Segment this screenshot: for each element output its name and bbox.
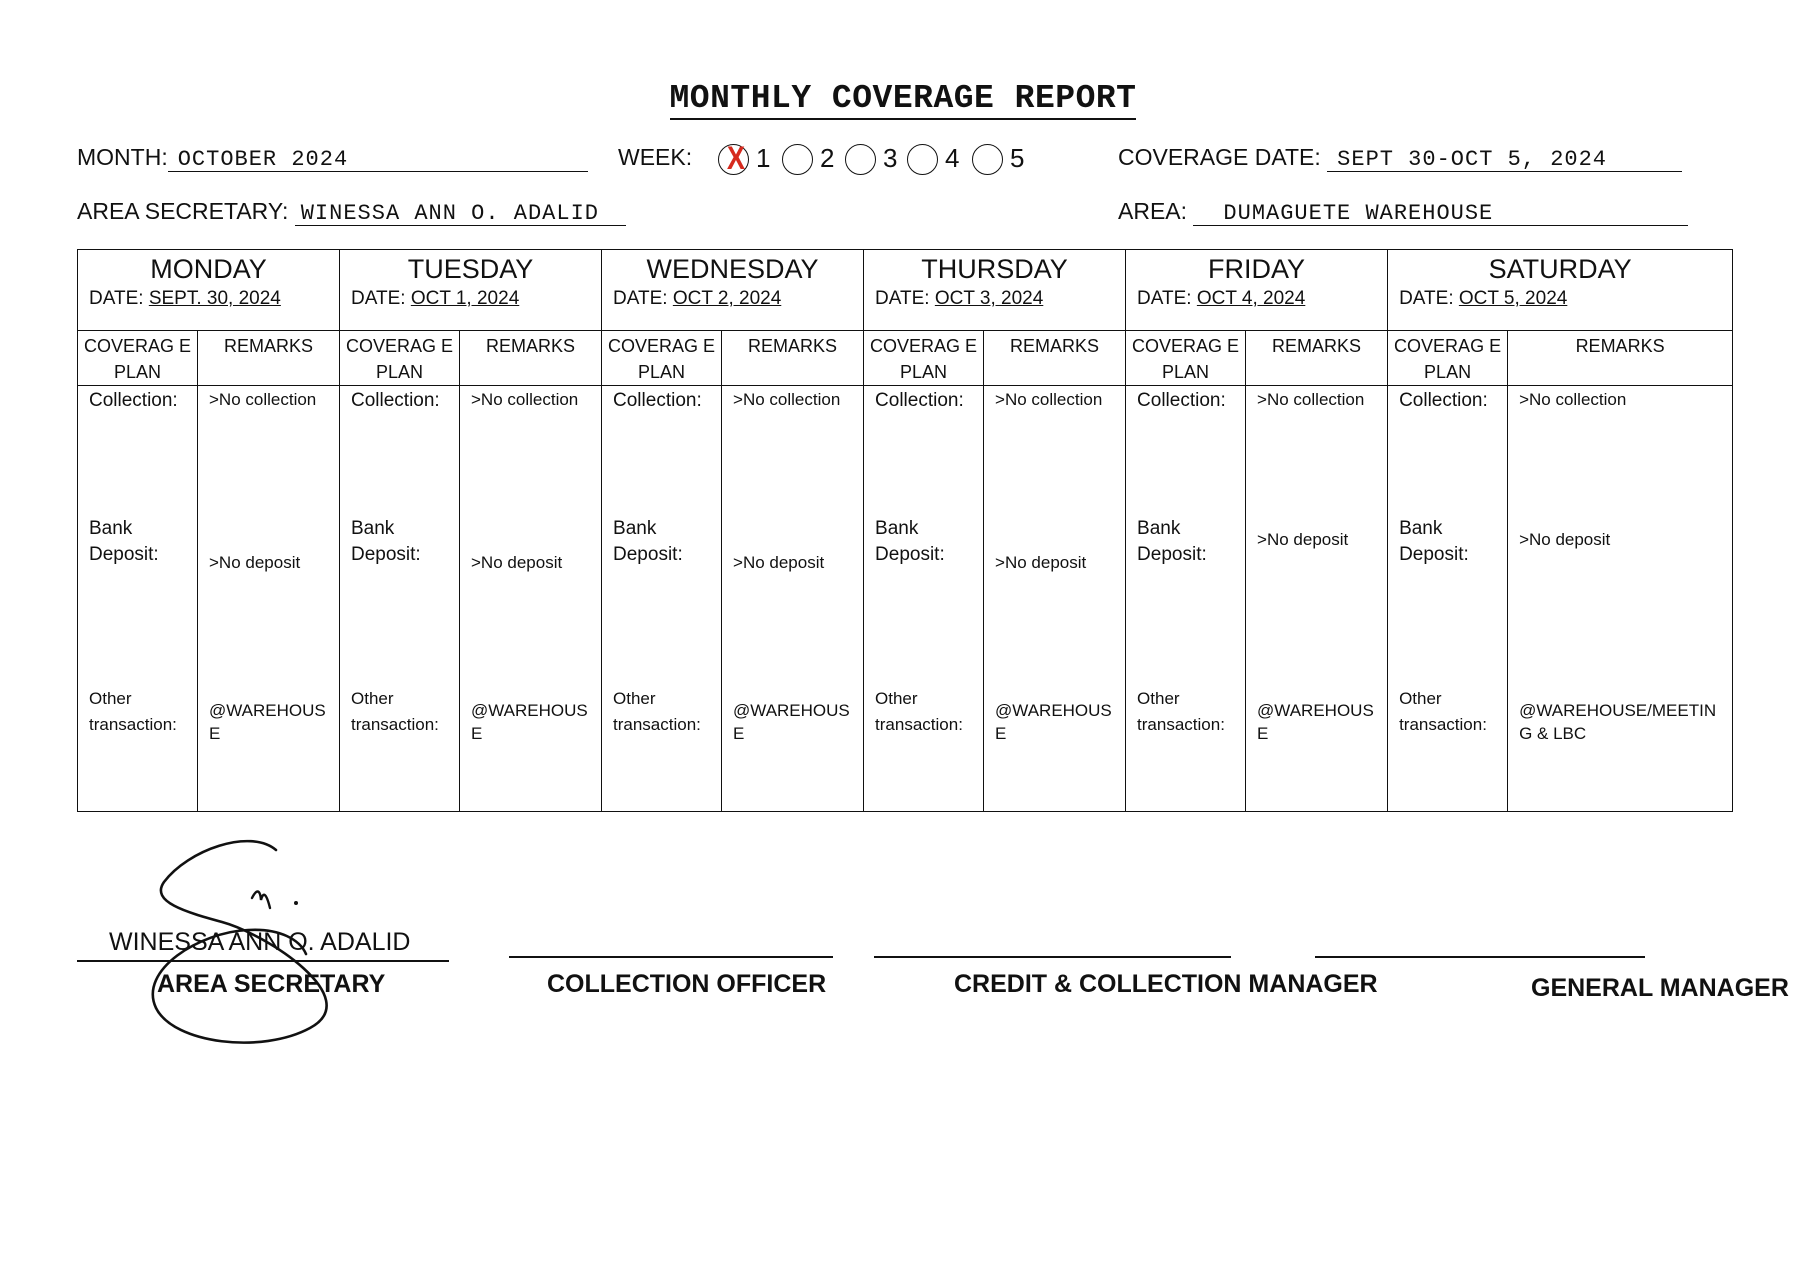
bank-deposit-label: Bank Deposit:	[1399, 518, 1469, 565]
day-date-value: OCT 2, 2024	[672, 288, 782, 309]
report-title: MONTHLY COVERAGE REPORT	[0, 80, 1800, 117]
coverage-plan-label: COVERAG E PLAN	[1132, 336, 1240, 382]
day-date	[340, 288, 601, 310]
signature-line-collection-officer	[509, 956, 833, 958]
coverage-plan-header	[340, 331, 460, 386]
bank-deposit-label: Bank Deposit:	[1137, 518, 1207, 565]
collection-label: Collection:	[613, 390, 702, 411]
day-header-saturday	[1388, 250, 1733, 331]
area-secretary-label: AREA SECRETARY:	[77, 198, 289, 224]
month-label: MONTH:	[77, 144, 168, 170]
other-transaction-label: Other transaction:	[1399, 689, 1487, 734]
coverage-plan-cell-tuesday	[340, 386, 460, 812]
date-prefix: DATE:	[1137, 288, 1192, 309]
collection-remark: >No collection	[209, 390, 317, 409]
day-name: TUESDAY	[407, 254, 534, 284]
collection-label: Collection:	[351, 390, 440, 411]
day-date-value: OCT 1, 2024	[410, 288, 520, 309]
day-header-tuesday	[340, 250, 602, 331]
coverage-plan-header	[1388, 331, 1508, 386]
day-date	[602, 288, 863, 310]
remarks-header	[1508, 331, 1733, 386]
collection-label: Collection:	[1137, 390, 1226, 411]
coverage-plan-header	[78, 331, 198, 386]
signature-line-area-secretary	[77, 960, 449, 962]
day-date	[1388, 288, 1732, 310]
week-option-label: 2	[820, 143, 835, 173]
coverage-plan-label: COVERAG E PLAN	[608, 336, 716, 382]
role-collection-officer: COLLECTION OFFICER	[547, 970, 827, 998]
coverage-plan-header	[864, 331, 984, 386]
remarks-cell-friday	[1246, 386, 1388, 812]
day-name: FRIDAY	[1208, 254, 1306, 284]
day-date-value: OCT 4, 2024	[1196, 288, 1306, 309]
remarks-label: REMARKS	[748, 336, 838, 356]
day-name: THURSDAY	[921, 254, 1068, 284]
coverage-plan-label: COVERAG E PLAN	[345, 336, 454, 382]
week-option-label: 4	[945, 143, 960, 173]
area-secretary-name: WINESSA ANN O. ADALID	[109, 928, 411, 956]
remarks-cell-thursday	[984, 386, 1126, 812]
month-value: OCTOBER 2024	[168, 149, 588, 172]
remarks-label: REMARKS	[1272, 336, 1362, 356]
collection-remark: >No collection	[1257, 390, 1365, 409]
date-prefix: DATE:	[351, 288, 406, 309]
other-transaction-label: Other transaction:	[1137, 689, 1225, 734]
week-option-label: 3	[883, 143, 898, 173]
remarks-cell-monday	[198, 386, 340, 812]
deposit-remark: >No deposit	[471, 553, 563, 572]
month-field	[77, 144, 588, 172]
area-secretary-value: WINESSA ANN O. ADALID	[295, 203, 626, 226]
coverage-plan-cell-thursday	[864, 386, 984, 812]
day-date-value: OCT 3, 2024	[934, 288, 1044, 309]
other-remark: @WAREHOUS E	[1257, 701, 1374, 743]
coverage-plan-cell-saturday	[1388, 386, 1508, 812]
day-name: WEDNESDAY	[646, 254, 819, 284]
week-radio-4[interactable]	[907, 144, 938, 175]
day-date	[78, 288, 339, 310]
remarks-label: REMARKS	[1010, 336, 1100, 356]
coverage-plan-cell-monday	[78, 386, 198, 812]
day-date-value: SEPT. 30, 2024	[148, 288, 281, 309]
day-header-thursday	[864, 250, 1126, 331]
week-option-label: 1	[756, 143, 771, 173]
role-general-manager-wrap	[77, 970, 1789, 1006]
day-name: SATURDAY	[1488, 254, 1632, 284]
day-header-wednesday	[602, 250, 864, 331]
bank-deposit-label: Bank Deposit:	[351, 518, 421, 565]
coverage-date-label: COVERAGE DATE:	[1118, 144, 1321, 170]
role-general-manager: GENERAL MANAGER	[1531, 974, 1789, 1002]
remarks-label: REMARKS	[1575, 336, 1665, 356]
collection-remark: >No collection	[1519, 390, 1627, 409]
other-remark: @WAREHOUS E	[733, 701, 850, 743]
coverage-plan-label: COVERAG E PLAN	[870, 336, 978, 382]
other-transaction-label: Other transaction:	[351, 689, 439, 734]
area-field	[1118, 198, 1688, 226]
week-option-label: 5	[1010, 143, 1025, 173]
other-remark: @WAREHOUS E	[209, 701, 326, 743]
collection-label: Collection:	[89, 390, 178, 411]
other-transaction-label: Other transaction:	[89, 689, 177, 734]
coverage-date-field	[1118, 144, 1682, 172]
coverage-plan-label: COVERAG E PLAN	[1394, 336, 1502, 382]
other-remark: @WAREHOUSE/MEETIN G & LBC	[1519, 701, 1717, 743]
collection-remark: >No collection	[471, 390, 579, 409]
remarks-header	[460, 331, 602, 386]
coverage-date-value: SEPT 30-OCT 5, 2024	[1327, 149, 1682, 172]
remarks-header	[984, 331, 1126, 386]
role-area-secretary: AREA SECRETARY	[157, 970, 386, 998]
deposit-remark: >No deposit	[1519, 530, 1611, 549]
week-radio-2[interactable]	[782, 144, 813, 175]
collection-label: Collection:	[1399, 390, 1488, 411]
day-date-value: OCT 5, 2024	[1458, 288, 1568, 309]
week-label: WEEK:	[618, 144, 693, 170]
date-prefix: DATE:	[613, 288, 668, 309]
coverage-plan-label: COVERAG E PLAN	[83, 336, 192, 382]
day-header-monday	[78, 250, 340, 331]
other-transaction-label: Other transaction:	[613, 689, 701, 734]
remarks-header	[722, 331, 864, 386]
remarks-header	[1246, 331, 1388, 386]
area-value: DUMAGUETE WAREHOUSE	[1193, 203, 1688, 226]
date-prefix: DATE:	[1399, 288, 1454, 309]
deposit-remark: >No deposit	[995, 553, 1087, 572]
coverage-plan-cell-wednesday	[602, 386, 722, 812]
remarks-cell-saturday	[1508, 386, 1733, 812]
signature-line-general-manager	[1315, 956, 1645, 958]
area-secretary-field	[77, 198, 626, 226]
week-radio-5[interactable]	[972, 144, 1003, 175]
bank-deposit-label: Bank Deposit:	[875, 518, 945, 565]
other-remark: @WAREHOUS E	[995, 701, 1112, 743]
week-radio-3[interactable]	[845, 144, 876, 175]
deposit-remark: >No deposit	[209, 553, 301, 572]
remarks-label: REMARKS	[223, 336, 313, 356]
other-transaction-label: Other transaction:	[875, 689, 963, 734]
remarks-cell-tuesday	[460, 386, 602, 812]
remarks-cell-wednesday	[722, 386, 864, 812]
other-remark: @WAREHOUS E	[471, 701, 588, 743]
bank-deposit-label: Bank Deposit:	[613, 518, 683, 565]
deposit-remark: >No deposit	[1257, 530, 1349, 549]
week-field	[618, 140, 1025, 176]
remarks-header	[198, 331, 340, 386]
collection-label: Collection:	[875, 390, 964, 411]
day-date	[864, 288, 1125, 310]
date-prefix: DATE:	[89, 288, 144, 309]
coverage-plan-header	[1126, 331, 1246, 386]
role-credit-collection-manager: CREDIT & COLLECTION MANAGER	[954, 970, 1378, 998]
week-selected-mark: X	[726, 140, 746, 176]
remarks-label: REMARKS	[486, 336, 576, 356]
day-header-friday	[1126, 250, 1388, 331]
area-label: AREA:	[1118, 198, 1188, 224]
date-prefix: DATE:	[875, 288, 930, 309]
coverage-table	[77, 249, 1733, 812]
collection-remark: >No collection	[733, 390, 841, 409]
signature-line-credit-manager	[874, 956, 1231, 958]
bank-deposit-label: Bank Deposit:	[89, 518, 159, 565]
coverage-plan-cell-friday	[1126, 386, 1246, 812]
day-name: MONDAY	[150, 254, 267, 284]
collection-remark: >No collection	[995, 390, 1103, 409]
day-date	[1126, 288, 1387, 310]
coverage-plan-header	[602, 331, 722, 386]
deposit-remark: >No deposit	[733, 553, 825, 572]
